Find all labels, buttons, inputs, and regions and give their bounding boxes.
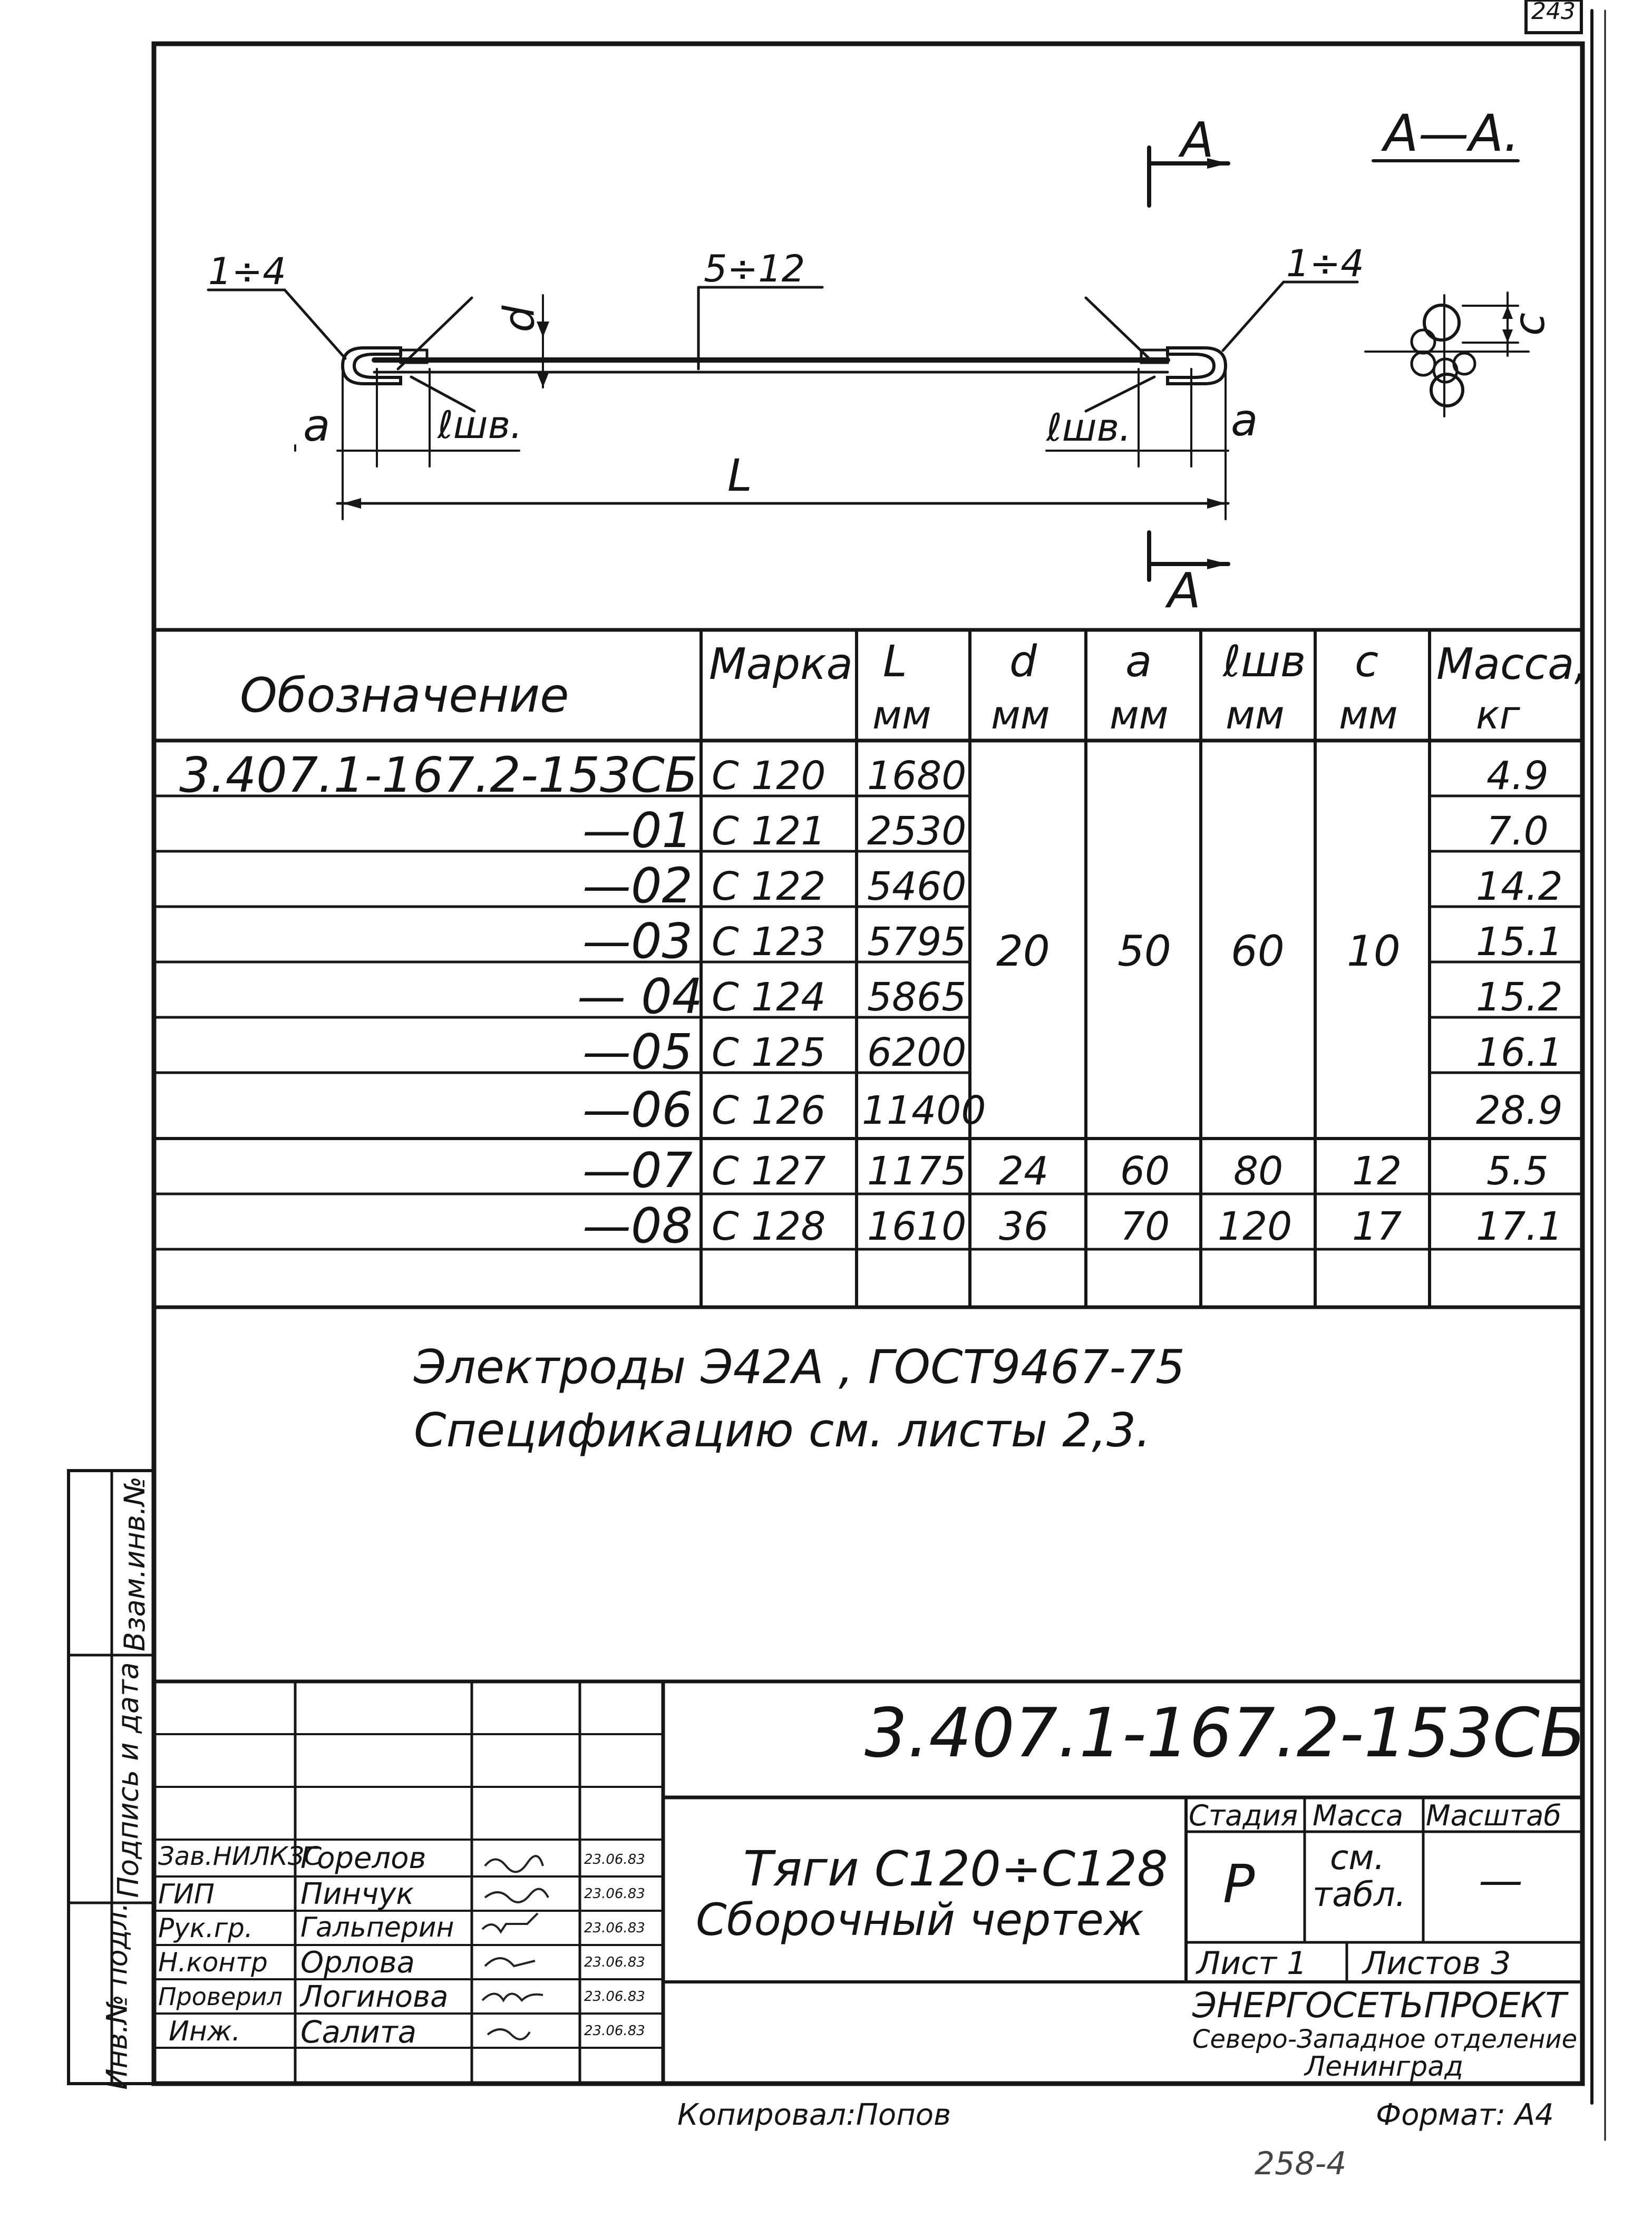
- stage-value: Р: [1223, 1853, 1255, 1915]
- row-designation: —06: [582, 1082, 693, 1138]
- row-mark: С 124: [712, 975, 826, 1020]
- row-a: 70: [1120, 1204, 1170, 1249]
- signature-role: ГИП: [158, 1879, 215, 1910]
- row-c: 17: [1352, 1204, 1402, 1249]
- row-designation: —05: [582, 1024, 693, 1080]
- row-mass: 5.5: [1486, 1149, 1549, 1194]
- signature-name: Орлова: [300, 1946, 415, 1980]
- row-mass: 14.2: [1476, 864, 1563, 909]
- signature-date: 23.06.83: [584, 1852, 645, 1868]
- merged-weld-length: 60: [1231, 927, 1285, 976]
- row-designation: —08: [582, 1198, 693, 1254]
- signature-role: Рук.гр.: [158, 1913, 253, 1943]
- note-electrodes: Электроды Э42А , ГОСТ9467-75: [414, 1340, 1185, 1394]
- row-mark: С 123: [712, 919, 826, 965]
- header-d-unit: мм: [991, 693, 1050, 738]
- row-mass: 4.9: [1486, 753, 1549, 799]
- scale-value: —: [1479, 1854, 1523, 1906]
- header-a-unit: мм: [1110, 693, 1169, 738]
- dimension-weld-length-left: ℓшв.: [438, 403, 522, 447]
- row-mass: 28.9: [1476, 1088, 1563, 1133]
- section-title: А—А.: [1384, 104, 1520, 163]
- copied-by: Копировал:Попов: [677, 2098, 951, 2132]
- sheets-total: Листов 3: [1363, 1945, 1511, 1982]
- weld-label-left: 1÷4: [208, 250, 286, 293]
- dimension-c: с: [1504, 313, 1554, 336]
- row-mass: 16.1: [1476, 1030, 1563, 1075]
- signature-name: Гальперин: [300, 1912, 454, 1943]
- sheet-number: Лист 1: [1197, 1945, 1307, 1982]
- row-weld-length: 120: [1218, 1204, 1293, 1249]
- header-mass: Масса,: [1436, 639, 1588, 689]
- signature-name: Горелов: [300, 1841, 426, 1875]
- row-length: 5795: [867, 919, 967, 965]
- dimension-a-left: а: [303, 400, 331, 451]
- dimension-a-right: а: [1231, 394, 1258, 446]
- row-mass: 17.1: [1476, 1204, 1563, 1249]
- weld-label-right: 1÷4: [1286, 242, 1364, 285]
- row-designation: —03: [582, 913, 693, 969]
- organization-branch: Северо-Западное отделение: [1192, 2025, 1578, 2054]
- row-d: 24: [999, 1149, 1049, 1194]
- row-length: 1175: [867, 1149, 967, 1194]
- document-code: 3.407.1-167.2-153СБ: [864, 1694, 1586, 1773]
- side-label-replacement-inventory: Взам.инв.№: [118, 1476, 152, 1652]
- row-mark: С 127: [712, 1149, 826, 1194]
- header-L-unit: мм: [872, 693, 931, 738]
- dimension-weld-length-right: ℓшв.: [1046, 405, 1131, 450]
- scale-label: Масштаб: [1426, 1799, 1561, 1832]
- row-length: 1680: [867, 753, 967, 799]
- mass-value: см. табл.: [1313, 1839, 1406, 1915]
- section-mark-top: А: [1181, 112, 1214, 168]
- organization-city: Ленинград: [1305, 2051, 1464, 2083]
- row-designation: —07: [582, 1142, 693, 1199]
- row-mark: С 122: [712, 864, 826, 909]
- signature-date: 23.06.83: [584, 1954, 645, 1970]
- header-weld-length: ℓшв: [1223, 637, 1306, 687]
- header-weld-length-unit: мм: [1226, 693, 1285, 738]
- header-d: d: [1009, 637, 1037, 687]
- row-a: 60: [1120, 1149, 1170, 1194]
- dimension-d: d: [494, 305, 544, 333]
- row-weld-length: 80: [1233, 1149, 1284, 1194]
- row-mass: 15.2: [1476, 975, 1563, 1020]
- signature-name: Пинчук: [300, 1877, 414, 1911]
- side-label-original-inventory: Инв.№ подл.: [100, 1902, 134, 2090]
- note-specification: Спецификацию см. листы 2,3.: [414, 1403, 1151, 1457]
- signature-role: Инж.: [169, 2016, 241, 2047]
- row-length: 11400: [862, 1088, 986, 1133]
- row-d: 36: [999, 1204, 1049, 1249]
- dimension-L: L: [727, 450, 752, 501]
- header-mark: Марка: [709, 639, 853, 689]
- row-c: 12: [1352, 1149, 1402, 1194]
- header-L: L: [883, 637, 907, 687]
- title-line-1: Тяги С120÷С128: [743, 1841, 1168, 1897]
- row-designation: — 04: [577, 968, 703, 1025]
- row-mark: С 121: [712, 809, 826, 854]
- archive-number: 258-4: [1255, 2145, 1347, 2182]
- sheet-corner-number: 243: [1531, 0, 1576, 25]
- organization-name: ЭНЕРГОСЕТЬПРОЕКТ: [1192, 1985, 1567, 2026]
- signature-name: Логинова: [300, 1980, 449, 2014]
- merged-a: 50: [1117, 927, 1171, 976]
- header-c-unit: мм: [1339, 693, 1398, 738]
- row-mark: С 120: [712, 753, 826, 799]
- signature-name: Салита: [300, 2014, 417, 2050]
- row-length: 2530: [867, 809, 967, 854]
- row-length: 5460: [867, 864, 967, 909]
- merged-c: 10: [1347, 927, 1401, 976]
- signature-date: 23.06.83: [584, 1920, 645, 1936]
- row-mark: С 126: [712, 1088, 826, 1133]
- row-mass: 15.1: [1476, 919, 1563, 965]
- row-length: 6200: [867, 1030, 967, 1075]
- signature-role: Проверил: [158, 1982, 283, 2011]
- header-a: а: [1125, 637, 1152, 687]
- signature-date: 23.06.83: [584, 1886, 645, 1902]
- header-c: с: [1355, 637, 1379, 687]
- side-label-signature-date: Подпись и дата: [111, 1662, 145, 1898]
- signature-date: 23.06.83: [584, 1989, 645, 2005]
- signature-role: Н.контр: [158, 1947, 268, 1978]
- row-length: 5865: [867, 975, 967, 1020]
- stage-label: Стадия: [1189, 1799, 1298, 1832]
- row-length: 1610: [867, 1204, 967, 1249]
- row-mass: 7.0: [1486, 809, 1549, 854]
- mass-label: Масса: [1313, 1799, 1404, 1832]
- row-mark: С 128: [712, 1204, 826, 1249]
- header-mass-unit: кг: [1476, 693, 1520, 738]
- row-mark: С 125: [712, 1030, 826, 1075]
- paper-format: Формат: А4: [1376, 2098, 1554, 2132]
- row-designation: 3.407.1-167.2-153СБ: [179, 747, 698, 803]
- weld-label-middle: 5÷12: [704, 247, 805, 290]
- row-designation: —02: [582, 858, 693, 914]
- signature-date: 23.06.83: [584, 2023, 645, 2039]
- header-designation: Обозначение: [240, 668, 569, 723]
- signature-role: Зав.НИЛКЗС: [158, 1842, 322, 1871]
- title-line-2: Сборочный чертеж: [696, 1894, 1144, 1946]
- section-mark-bottom: А: [1168, 562, 1201, 619]
- merged-d: 20: [996, 927, 1050, 976]
- row-designation: —01: [582, 802, 693, 859]
